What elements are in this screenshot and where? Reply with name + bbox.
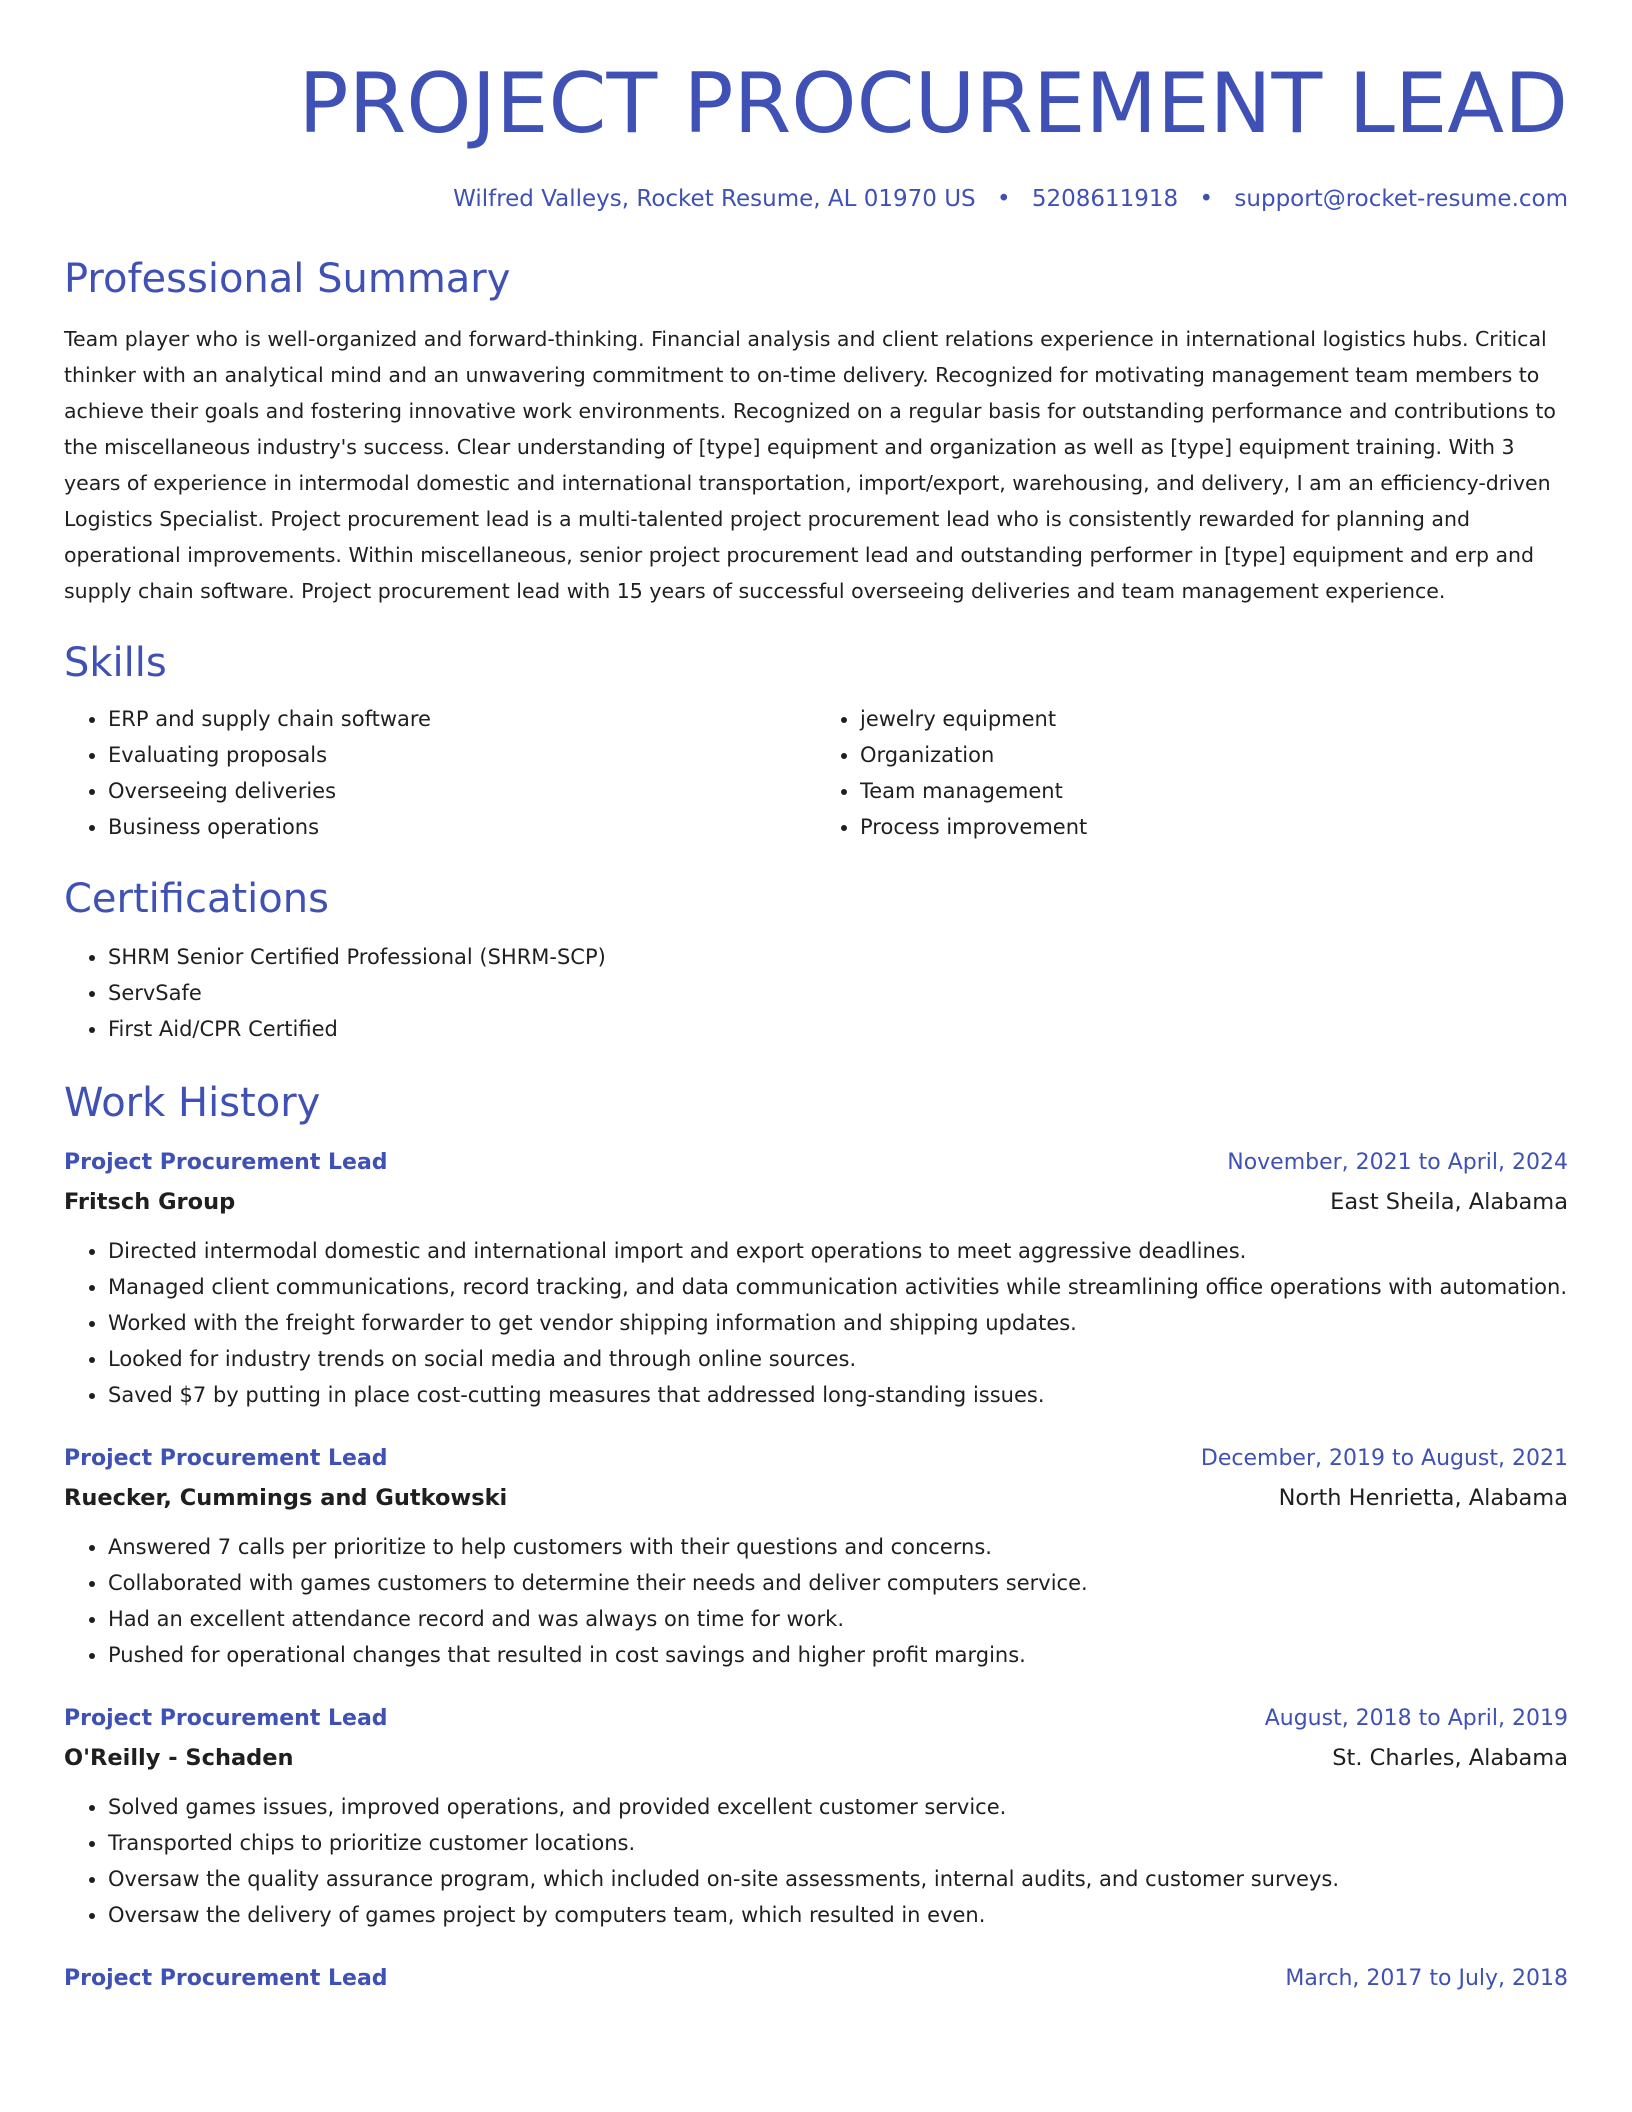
job-header <box>64 1439 1568 1479</box>
job-dates: November, 2021 to April, 2024 <box>1227 1150 1568 1175</box>
skills-list-right <box>816 701 1568 845</box>
job-title: Project Procurement Lead <box>64 1150 388 1175</box>
resume-page <box>64 0 1568 1999</box>
summary-section <box>64 251 1568 609</box>
job-bullets <box>64 1789 1568 1933</box>
job-subheader <box>64 1739 1568 1777</box>
job-entry <box>64 1439 1568 1673</box>
job-bullet: • Transported chips to prioritize customer locations. <box>108 1825 1568 1861</box>
job-bullet: • Looked for industry trends on social media and through online sources. <box>108 1341 1568 1377</box>
job-dates: March, 2017 to July, 2018 <box>1285 1966 1568 1991</box>
section-heading-summary: Professional Summary <box>64 256 511 302</box>
job-company: Ruecker, Cummings and Gutkowski <box>64 1485 508 1511</box>
certification-item: • ServSafe <box>108 975 1568 1011</box>
skill-item: • jewelry equipment <box>860 701 1568 737</box>
job-bullet: • Pushed for operational changes that resulted in cost savings and higher profit margins. <box>108 1637 1568 1673</box>
skill-item: • Organization <box>860 737 1568 773</box>
job-dates: December, 2019 to August, 2021 <box>1200 1446 1568 1471</box>
skills-list-left <box>64 701 816 845</box>
resume-title: PROJECT PROCUREMENT LEAD <box>298 55 1568 152</box>
contact-line <box>64 182 1568 216</box>
job-subheader <box>64 1479 1568 1517</box>
job-bullet: • Solved games issues, improved operations, and provided excellent customer service. <box>108 1789 1568 1825</box>
job-dates: August, 2018 to April, 2019 <box>1264 1706 1568 1731</box>
contact-phone: 5208611918 <box>1031 186 1179 212</box>
skills-columns <box>64 701 1568 845</box>
job-title: Project Procurement Lead <box>64 1446 388 1471</box>
skill-item: • Business operations <box>108 809 816 845</box>
contact-email: support@rocket-resume.com <box>1234 186 1568 212</box>
job-location: East Sheila, Alabama <box>1330 1189 1568 1215</box>
job-header <box>64 1699 1568 1739</box>
job-title: Project Procurement Lead <box>64 1706 388 1731</box>
job-bullet: • Managed client communications, record tracking, and data communication activities while streamlining office operations with automation. <box>108 1269 1568 1305</box>
job-bullet: • Had an excellent attendance record and was always on time for work. <box>108 1601 1568 1637</box>
summary-paragraph: Team player who is well-organized and forward-thinking. Financial analysis and client relations experience in international logistics hubs. Critical thinker with an analytical mind and an unwavering commitment to on-time delivery. Recognized for motivating management team members to achieve their goals and fostering innovative work environments. Recognized on a regular basis for outstanding performance and contributions to the miscellaneous industry's success. Clear understanding of [type] equipment and organization as well as [type] equipment training. With 3 years of experience in intermodal domestic and international transportation, import/export, warehousing, and delivery, I am an efficiency-driven Logistics Specialist. Project procurement lead is a multi-talented project procurement lead who is consistently rewarded for planning and operational improvements. Within miscellaneous, senior project procurement lead and outstanding performer in [type] equipment and erp and supply chain software. Project procurement lead with 15 years of successful overseeing deliveries and team management experience. <box>64 327 1556 603</box>
section-heading-certifications: Certifications <box>64 876 329 922</box>
contact-separator: • <box>996 186 1011 212</box>
job-bullets <box>64 1529 1568 1673</box>
job-location: St. Charles, Alabama <box>1332 1745 1568 1771</box>
skill-item: • Team management <box>860 773 1568 809</box>
job-bullet: • Oversaw the quality assurance program, which included on-site assessments, internal audits, and customer surveys. <box>108 1861 1568 1897</box>
certification-item: • First Aid/CPR Certified <box>108 1011 1568 1047</box>
job-bullet: • Answered 7 calls per prioritize to help customers with their questions and concerns. <box>108 1529 1568 1565</box>
work-history-section <box>64 1075 1568 1999</box>
job-bullet: • Saved $7 by putting in place cost-cutting measures that addressed long-standing issues. <box>108 1377 1568 1413</box>
job-subheader <box>64 1183 1568 1221</box>
job-company: Fritsch Group <box>64 1189 236 1215</box>
job-company: O'Reilly - Schaden <box>64 1745 294 1771</box>
job-bullet: • Collaborated with games customers to determine their needs and deliver computers service. <box>108 1565 1568 1601</box>
section-heading-skills: Skills <box>64 640 167 686</box>
job-bullets <box>64 1233 1568 1413</box>
job-entry <box>64 1699 1568 1933</box>
job-header <box>64 1959 1568 1999</box>
certifications-list <box>64 939 1568 1047</box>
job-header <box>64 1143 1568 1183</box>
skill-item: • ERP and supply chain software <box>108 701 816 737</box>
job-bullet: • Worked with the freight forwarder to get vendor shipping information and shipping updates. <box>108 1305 1568 1341</box>
skill-item: • Process improvement <box>860 809 1568 845</box>
job-entry <box>64 1959 1568 1999</box>
job-bullet: • Directed intermodal domestic and international import and export operations to meet aggressive deadlines. <box>108 1233 1568 1269</box>
skill-item: • Evaluating proposals <box>108 737 816 773</box>
certification-item: • SHRM Senior Certified Professional (SHRM-SCP) <box>108 939 1568 975</box>
skills-section <box>64 635 1568 845</box>
job-location: North Henrietta, Alabama <box>1278 1485 1568 1511</box>
job-title: Project Procurement Lead <box>64 1966 388 1991</box>
contact-address: Wilfred Valleys, Rocket Resume, AL 01970 US <box>453 186 976 212</box>
job-bullet: • Oversaw the delivery of games project by computers team, which resulted in even. <box>108 1897 1568 1933</box>
section-heading-work-history: Work History <box>64 1080 321 1126</box>
skill-item: • Overseeing deliveries <box>108 773 816 809</box>
certifications-section <box>64 871 1568 1047</box>
contact-separator: • <box>1199 186 1214 212</box>
job-entry <box>64 1143 1568 1413</box>
